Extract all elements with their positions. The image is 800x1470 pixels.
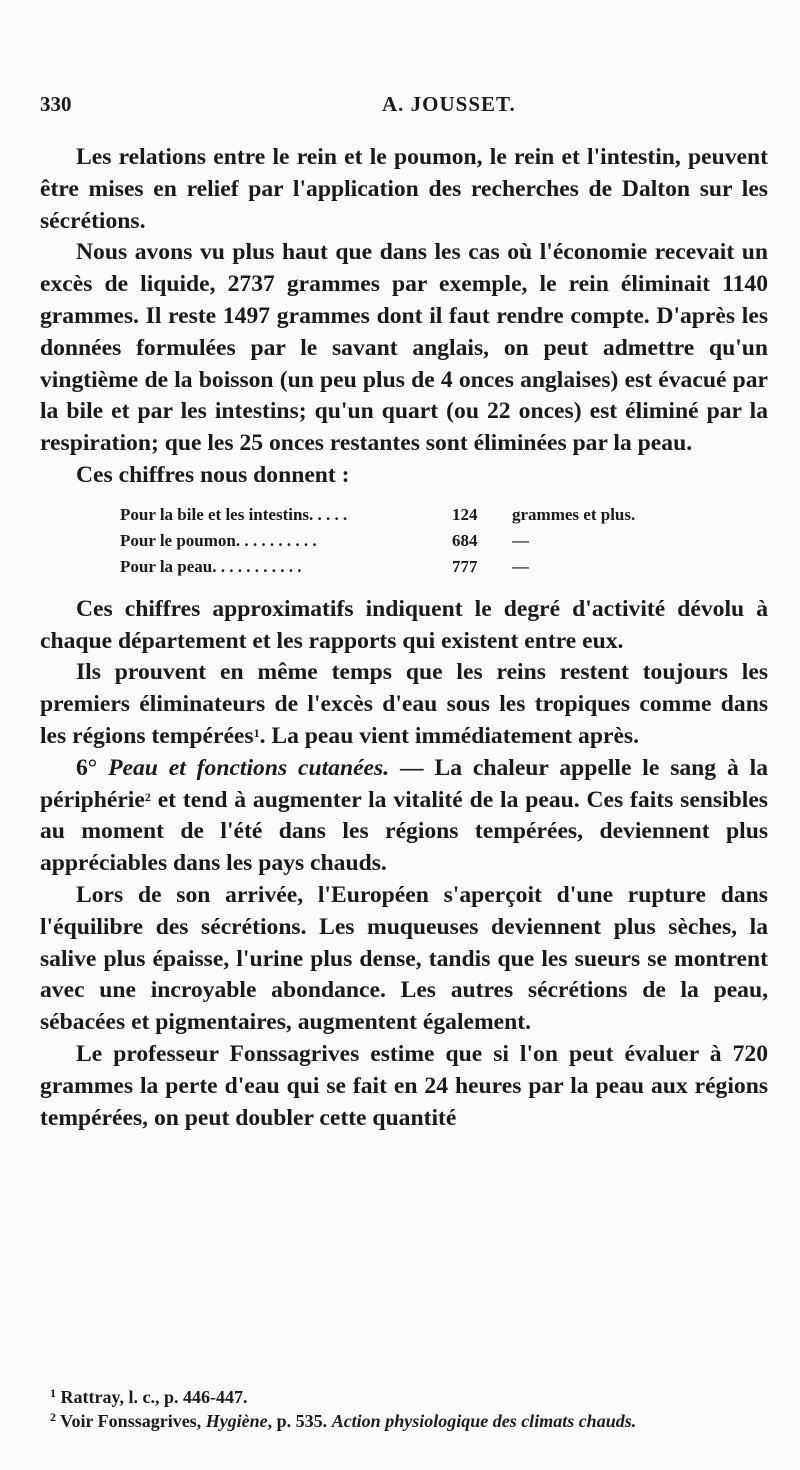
table-row — [40, 502, 768, 528]
footnotes — [40, 1385, 768, 1433]
paragraph: Les relations entre le rein et le poumon, le rein et l'intestin, peuvent être mises en relief par l'application des recherches de Dalton sur les sécrétions. — [40, 144, 768, 234]
text-run: — La chaleur appelle le sang à la périphérie — [40, 754, 768, 813]
paragraph: Ces chiffres approximatifs indiquent le degré d'activité dévolu à chaque département et les rapports qui existent entre eux. — [40, 595, 768, 654]
row-unit: — — [512, 556, 529, 576]
section-title: Peau et fonctions cutanées. — [108, 754, 390, 781]
row-unit: — — [512, 530, 529, 550]
footnote-ref: 1 — [253, 725, 260, 740]
row-label: Pour la bile et les intestins. . . . . — [120, 504, 348, 524]
table-row — [40, 528, 768, 554]
footnote — [40, 1409, 768, 1433]
running-header — [40, 92, 760, 132]
running-title: A. JOUSSET. — [382, 92, 516, 116]
footnote-text: Rattray, l. c., p. 446-447. — [56, 1387, 248, 1407]
row-value: 777 — [452, 556, 478, 576]
main-text — [40, 142, 768, 1134]
elimination-table — [40, 502, 768, 580]
row-label: Pour le poumon. . . . . . . . . . — [120, 530, 317, 550]
footnote-mark: 1 — [50, 1386, 56, 1400]
paragraph: Le professeur Fonssagrives estime que si l'on peut évaluer à 720 grammes la perte d'eau qui se fait en 24 heures par la peau aux régions tempérées, on peut doubler cette quantité — [40, 1040, 768, 1131]
paragraph: Nous avons vu plus haut que dans les cas où l'économie recevait un excès de liquide, 2737 grammes par exemple, le rein éliminait 1140 grammes. Il reste 1497 grammes dont il faut rendre compte. D'après les données formulées par le savant anglais, on peut admettre qu'un vingtième de la boisson (un peu plus de 4 onces anglaises) est évacué par la bile et par les intestins; qu'un quart (ou 22 onces) est éliminé par la respiration; que les 25 onces restantes sont éliminées par la peau. — [40, 239, 768, 457]
footnote-italic: Action physiologique des climats chauds. — [331, 1411, 637, 1431]
row-label: Pour la peau. . . . . . . . . . . — [120, 556, 302, 576]
page-number: 330 — [40, 92, 72, 116]
footnote-mark: 2 — [50, 1410, 56, 1424]
row-unit: grammes et plus. — [512, 504, 636, 524]
text-run: . La peau vient immédiatement après. — [259, 722, 640, 749]
text-run: Ils prouvent en même temps que les reins restent toujours les premiers éliminateurs de l'excès d'eau sous les tropiques comme dans les régions tempérées — [40, 659, 768, 749]
footnote-text: , p. 535. — [267, 1411, 332, 1431]
paragraph — [40, 657, 768, 752]
row-value: 684 — [452, 530, 478, 550]
section-number: 6° — [76, 754, 98, 781]
paragraph: Lors de son arrivée, l'Européen s'aperçoit d'une rupture dans l'équilibre des sécrétions. Les muqueuses deviennent plus sèches, la salive plus épaisse, l'urine plus dense, tandis que les sueurs se montrent avec une incroyable abondance. Les autres sécrétions de la peau, sébacées et pigmentaires, augmentent également. — [40, 881, 768, 1036]
footnote-ref: 2 — [144, 789, 151, 804]
row-value: 124 — [452, 504, 478, 524]
table-row — [40, 554, 768, 580]
text-run: et tend à augmenter la vitalité de la peau. Ces faits sensibles au moment de l'été dans les régions tempérées, deviennent plus appréciables dans les pays chauds. — [40, 786, 768, 877]
footnote-italic: Hygiène — [205, 1411, 268, 1431]
paragraph: Ces chiffres nous donnent : — [76, 461, 350, 488]
footnote-text: Voir Fonssagrives, — [56, 1411, 206, 1431]
paragraph — [40, 753, 768, 880]
footnote — [40, 1385, 768, 1409]
